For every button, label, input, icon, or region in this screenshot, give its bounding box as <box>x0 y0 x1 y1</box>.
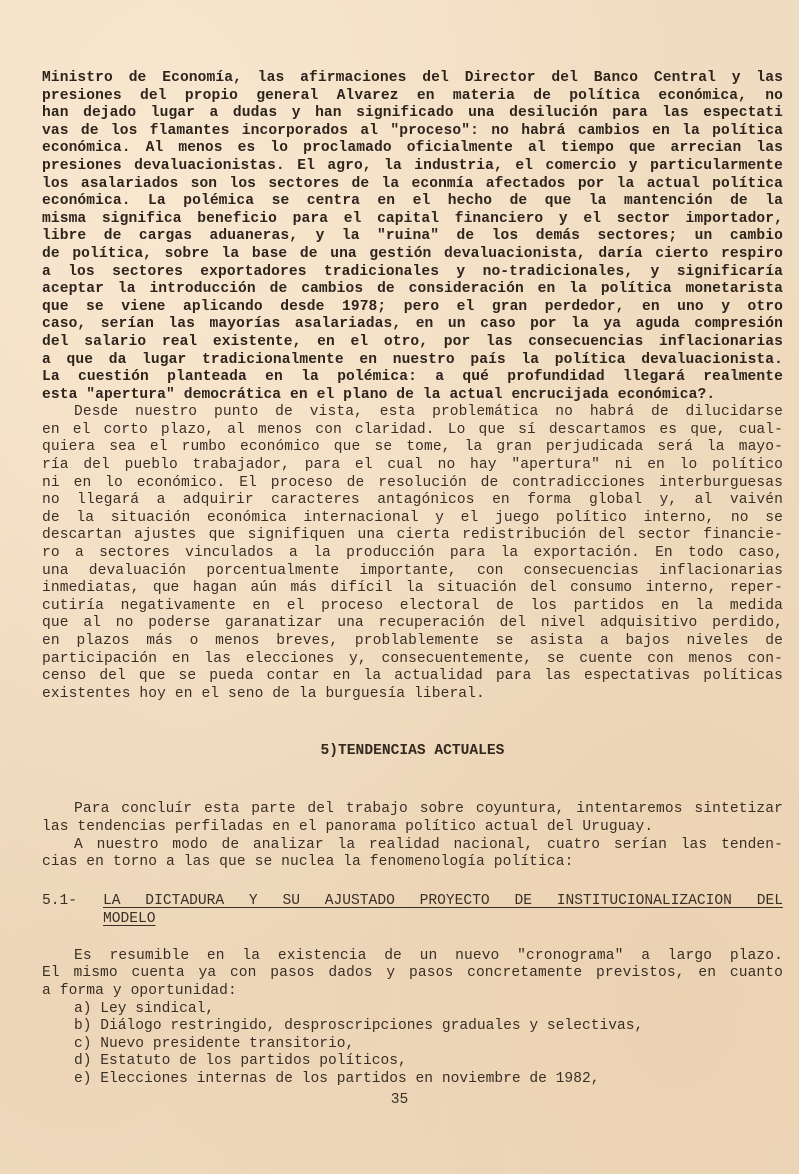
subsection-title <box>103 892 783 928</box>
text-line: Desde nuestro punto de vista, esta problemática no habrá de dilucidarse <box>74 404 783 421</box>
text-line: esta "apertura" democrática en el plano de la actual encrucijada económica?. <box>42 386 716 403</box>
text-line: económica. Al menos es lo proclamado oficialmente al tiempo que arrecian las <box>42 140 783 157</box>
subsection-title-line: LA DICTADURA Y SU AJUSTADO PROYECTO DE INSTITUCIONALIZACION DEL <box>103 892 783 909</box>
text-line: a que da lugar tradicionalmente en nuestro país la política devaluacionista. <box>42 351 783 368</box>
text-line: una devaluación porcentualmente importante, con consecuencias inflacionarias <box>42 562 783 579</box>
text-line: censo del que se pueda contar en la actualidad para las espectativas políticas <box>42 668 783 685</box>
text-line: presiones del propio general Alvarez en materia de política económica, no <box>42 87 783 104</box>
text-line: presiones devaluacionistas. El agro, la industria, el comercio y particularmente <box>42 157 783 174</box>
text-line: caso, serían las mayorías asalariadas, en un caso por la ya aguda compresión <box>42 316 783 333</box>
text-line: económica. La polémica se centra en el hecho de que la mantención de la <box>42 193 783 210</box>
text-line: ría del pueblo trabajador, para el cual no hay "apertura" ni en lo político <box>42 457 783 474</box>
paragraph-economic-policy <box>42 70 783 404</box>
text-line: a forma y oportunidad: <box>42 982 237 999</box>
list-item: e) Elecciones internas de los partidos en noviembre de 1982, <box>74 1070 600 1087</box>
text-line: descartan ajustes que signifiquen una cierta redistribución del sector financie- <box>42 527 783 544</box>
text-line: de la situación económica internacional y el juego político interno, no se <box>42 509 783 526</box>
text-line: Ministro de Economía, las afirmaciones del Director del Banco Central y las <box>42 70 783 86</box>
paragraph-tendencies <box>42 837 783 872</box>
text-line: cias en torno a las que se nuclea la fenomenología política: <box>42 854 574 871</box>
spacer <box>42 760 783 801</box>
text-line: Es resumible en la existencia de un nuevo "cronograma" a largo plazo. <box>74 947 783 964</box>
text-line: los asalariados son los sectores de la econmía afectados por la actual política <box>42 175 783 192</box>
text-line: no llegará a adquirir caracteres antagónicos en forma global y, al vaivén <box>42 492 783 509</box>
list-item: d) Estatuto de los partidos políticos, <box>74 1053 407 1070</box>
text-line: inmediatas, que hagan aún más difícil la situación del consumo interno, reper- <box>42 580 783 597</box>
text-line: misma significa beneficio para el capital financiero y el sector importador, <box>42 210 783 227</box>
text-line: de política, sobre la base de una gestión devaluacionista, daría cierto respiro <box>42 245 783 262</box>
paragraph-chronogram <box>42 948 783 1001</box>
spacer <box>42 928 783 948</box>
text-line: las tendencias perfiladas en el panorama político actual del Uruguay. <box>42 818 654 835</box>
paragraph-point-of-view <box>42 404 783 703</box>
text-line: ro a sectores vinculados a la producción para la exportación. En todo caso, <box>42 545 783 562</box>
text-line: El mismo cuenta ya con pasos dados y pasos concretamente previstos, en cuanto <box>42 965 783 982</box>
text-line: vas de los flamantes incorporados al "proceso": no habrá cambios en la política <box>42 122 783 139</box>
list-item: a) Ley sindical, <box>74 1000 215 1017</box>
text-line: Para concluír esta parte del trabajo sobre coyuntura, intentaremos sintetizar <box>74 801 783 818</box>
text-line: en el corto plazo, al menos con claridad. Lo que sí descartamos es que, cual- <box>42 421 783 438</box>
text-line: cutiría negativamente en el proceso electoral de los partidos en la medida <box>42 597 783 614</box>
text-line: existentes hoy en el seno de la burguesía liberal. <box>42 685 485 702</box>
text-line: del salario real existente, en el otro, por las consecuencias inflacionarias <box>42 333 783 350</box>
text-line: ni en lo económico. El proceso de resolución de contradicciones interburguesas <box>42 474 783 491</box>
chronogram-list <box>42 1001 783 1089</box>
list-item: c) Nuevo presidente transitorio, <box>74 1035 355 1052</box>
subsection-heading <box>42 892 783 928</box>
subsection-title-line: MODELO <box>103 910 156 927</box>
subsection-number: 5.1- <box>42 892 78 909</box>
section-heading: 5)TENDENCIAS ACTUALES <box>320 743 505 760</box>
spacer <box>42 872 783 892</box>
text-line: libre de cargas aduaneras, y la "ruina" de los demás sectores; un cambio <box>42 228 783 245</box>
text-line: A nuestro modo de analizar la realidad nacional, cuatro serían las tenden- <box>74 836 783 853</box>
text-line: quiera sea el rumbo económico que se tome, la gran perjudicada será la mayo- <box>42 439 783 456</box>
list-item: b) Diálogo restringido, desproscripciones graduales y selectivas, <box>74 1018 644 1035</box>
document-page <box>42 70 783 1089</box>
text-line: han dejado lugar a dudas y han significado una desilución para las espectati <box>42 105 783 122</box>
text-line: aceptar la introducción de cambios de consideración en la política monetarista <box>42 281 783 298</box>
text-line: a los sectores exportadores tradicionales y no-tradicionales, y significaría <box>42 263 783 280</box>
text-line: en plazos más o menos breves, problablemente se asista a bajos niveles de <box>42 633 783 649</box>
text-line: que al no poderse garanatizar una recuperación del nivel adquisitivo perdido, <box>42 615 783 632</box>
text-line: que se viene aplicando desde 1978; pero el gran perdedor, en uno y otro <box>42 298 783 315</box>
page-number: 35 <box>390 1092 409 1108</box>
text-line: La cuestión planteada en la polémica: a qué profundidad llegará realmente <box>42 369 783 386</box>
text-line: participación en las elecciones y, consecuentemente, se cuente con menos con- <box>42 650 783 667</box>
spacer <box>42 703 783 742</box>
paragraph-conclusion <box>42 801 783 836</box>
